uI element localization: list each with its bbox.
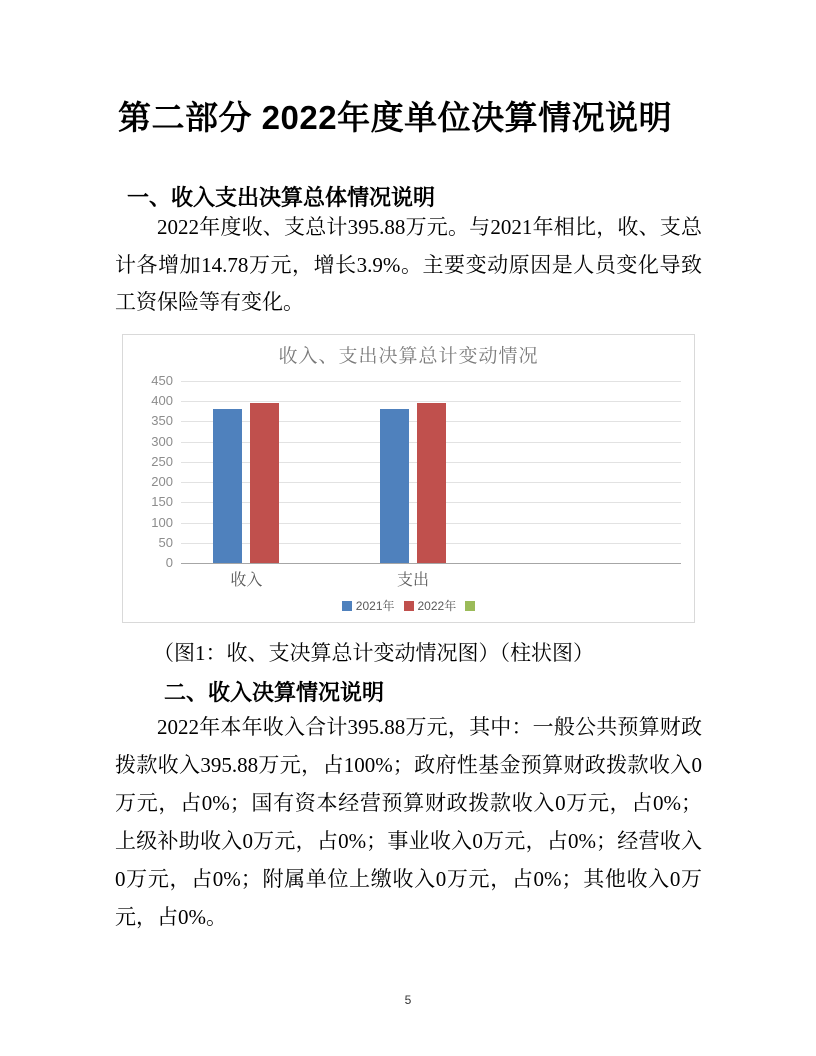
legend-item bbox=[342, 597, 395, 614]
legend-swatch bbox=[404, 601, 414, 611]
chart-title: 收入、支出决算总计变动情况 bbox=[278, 346, 539, 367]
legend-label: 2022年 bbox=[417, 599, 457, 613]
chart-legend bbox=[123, 597, 694, 614]
x-category-label: 收入 bbox=[230, 572, 263, 589]
bar-chart bbox=[122, 334, 695, 623]
y-tick-label: 350 bbox=[151, 413, 173, 429]
page-number: 5 bbox=[404, 993, 412, 1007]
legend-item bbox=[465, 601, 475, 611]
y-tick-label: 450 bbox=[151, 373, 173, 388]
y-tick-label: 50 bbox=[158, 534, 173, 550]
bar-2021年-收入 bbox=[213, 409, 242, 563]
page-title: 第二部分 2022年度单位决算情况说明 bbox=[118, 99, 673, 136]
paragraph-overview: 2022年度收、支总计395.88万元。与2021年相比，收、支总计各增加14.78万元，增长3.9%。主要变动原因是人员变化导致工资保险等有变化。 bbox=[115, 215, 702, 314]
bar-2022年-收入 bbox=[250, 403, 279, 563]
legend-swatch bbox=[342, 601, 352, 611]
gridline bbox=[181, 381, 681, 382]
y-tick-label: 300 bbox=[151, 433, 173, 449]
legend-swatch bbox=[465, 601, 475, 611]
legend-item bbox=[404, 597, 457, 614]
y-tick-label: 100 bbox=[151, 514, 173, 530]
y-tick-label: 250 bbox=[151, 453, 173, 469]
legend-label: 2021年 bbox=[355, 599, 395, 613]
y-tick-label: 150 bbox=[151, 494, 173, 510]
bar-2022年-支出 bbox=[417, 403, 446, 563]
bar-2021年-支出 bbox=[380, 409, 409, 563]
y-tick-label: 400 bbox=[151, 393, 173, 409]
section-heading-income-expenditure-overview: 一、收入支出决算总体情况说明 bbox=[127, 185, 436, 210]
figure-caption: （图1：收、支决算总计变动情况图）（柱状图） bbox=[153, 641, 594, 665]
paragraph-income-detail: 2022年本年收入合计395.88万元，其中：一般公共预算财政拨款收入395.88万元，占100%；政府性基金预算财政拨款收入0万元，占0%；国有资本经营预算财政拨款收入0万元，占0%；上级补助收入0万元，占0%；事业收入0万元，占0%；经营收入0万元，占0%；附属单位上缴收入0万元，占0%；其他收入0万元，占0%。 bbox=[115, 715, 702, 929]
y-tick-label: 0 bbox=[165, 555, 173, 570]
y-tick-label: 200 bbox=[151, 474, 173, 490]
x-category-label: 支出 bbox=[396, 572, 429, 589]
section-heading-income-statement: 二、收入决算情况说明 bbox=[164, 680, 385, 705]
x-axis-line bbox=[181, 563, 681, 564]
